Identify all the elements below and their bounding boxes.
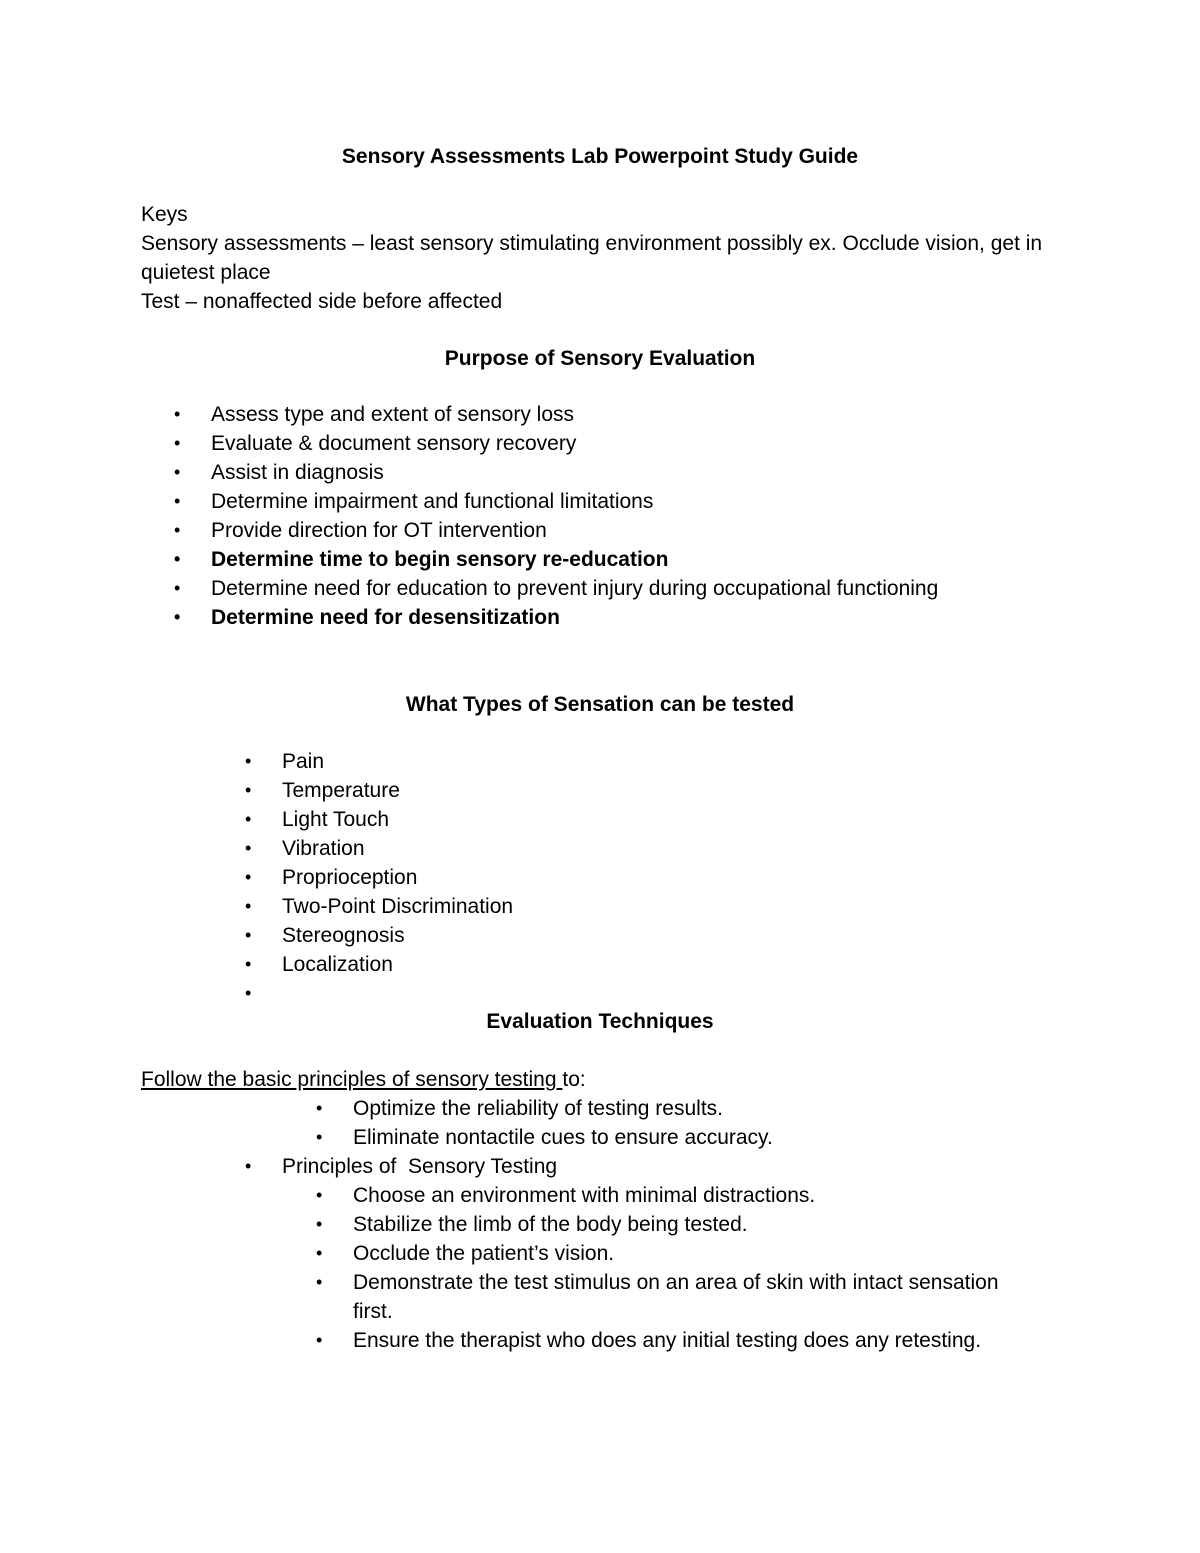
bullet-icon: • xyxy=(174,462,181,482)
keys-line-2: Test – nonaffected side before affected xyxy=(141,290,503,313)
types-heading: What Types of Sensation can be tested xyxy=(405,693,795,716)
bullet-icon: • xyxy=(316,1127,323,1147)
purpose-heading: Purpose of Sensory Evaluation xyxy=(444,347,756,370)
list-item: • Choose an environment with minimal distractions. xyxy=(316,1181,1036,1210)
bullet-icon: • xyxy=(316,1098,323,1118)
bullet-icon: • xyxy=(174,578,181,598)
principles-intro-underlined: Follow the basic principles of sensory testing xyxy=(141,1068,563,1091)
principles-intro xyxy=(141,1065,586,1094)
document-title: Sensory Assessments Lab Powerpoint Study Guide xyxy=(341,145,859,168)
list-item: • Occlude the patient’s vision. xyxy=(316,1239,1036,1268)
list-item: • Light Touch xyxy=(245,805,1045,834)
principles-intro-rest: to: xyxy=(562,1068,586,1091)
keys-line-1: Sensory assessments – least sensory stimulating environment possibly ex. Occlude vision, get in quietest place xyxy=(141,232,1043,284)
list-item: • Temperature xyxy=(245,776,1045,805)
list-item: • Provide direction for OT intervention xyxy=(174,516,1074,545)
bullet-icon: • xyxy=(174,491,181,511)
bullet-icon: • xyxy=(245,809,252,829)
bullet-icon: • xyxy=(245,838,252,858)
bullet-icon: • xyxy=(245,896,252,916)
techniques-heading: Evaluation Techniques xyxy=(486,1010,714,1033)
list-item: • Pain xyxy=(245,747,1045,776)
bullet-icon: • xyxy=(316,1330,323,1350)
bullet-icon: • xyxy=(174,607,181,627)
list-item: • Determine impairment and functional limitations xyxy=(174,487,1074,516)
bullet-icon: • xyxy=(245,780,252,800)
bullet-icon: • xyxy=(245,925,252,945)
bullet-icon: • xyxy=(174,433,181,453)
bullet-icon: • xyxy=(245,1156,252,1176)
bullet-icon: • xyxy=(245,867,252,887)
goals-list xyxy=(316,1094,1036,1152)
list-item: • Eliminate nontactile cues to ensure accuracy. xyxy=(316,1123,1036,1152)
list-item: • Optimize the reliability of testing results. xyxy=(316,1094,1036,1123)
list-item: • Demonstrate the test stimulus on an area of skin with intact sensation first. xyxy=(316,1268,1036,1326)
list-item xyxy=(245,979,1045,1008)
keys-label: Keys xyxy=(141,203,188,226)
list-item: • Localization xyxy=(245,950,1045,979)
bullet-icon: • xyxy=(316,1185,323,1205)
list-item: • Stereognosis xyxy=(245,921,1045,950)
list-item: • Determine need for education to prevent injury during occupational functioning xyxy=(174,574,1074,603)
bullet-icon: • xyxy=(245,954,252,974)
bullet-icon: • xyxy=(245,751,252,771)
keys-block xyxy=(141,200,1071,316)
list-item: • Proprioception xyxy=(245,863,1045,892)
bullet-icon: • xyxy=(316,1272,323,1292)
list-item: • Assess type and extent of sensory loss xyxy=(174,400,1074,429)
bullet-icon: • xyxy=(245,983,252,1003)
list-item: • Two-Point Discrimination xyxy=(245,892,1045,921)
list-item: • Principles of Sensory Testing xyxy=(245,1152,1045,1181)
bullet-icon: • xyxy=(316,1243,323,1263)
bullet-icon: • xyxy=(174,404,181,424)
list-item: • Stabilize the limb of the body being tested. xyxy=(316,1210,1036,1239)
purpose-list xyxy=(174,400,1074,632)
list-item: • Ensure the therapist who does any initial testing does any retesting. xyxy=(316,1326,1036,1355)
list-item: • Determine time to begin sensory re-education xyxy=(174,545,1074,574)
list-item: • Vibration xyxy=(245,834,1045,863)
list-item: • Assist in diagnosis xyxy=(174,458,1074,487)
bullet-icon: • xyxy=(174,549,181,569)
bullet-icon: • xyxy=(174,520,181,540)
principles-list xyxy=(316,1181,1036,1355)
bullet-icon: • xyxy=(316,1214,323,1234)
types-list xyxy=(245,747,1045,1008)
list-item: • Evaluate & document sensory recovery xyxy=(174,429,1074,458)
principles-label-list xyxy=(245,1152,1045,1181)
list-item: • Determine need for desensitization xyxy=(174,603,1074,632)
